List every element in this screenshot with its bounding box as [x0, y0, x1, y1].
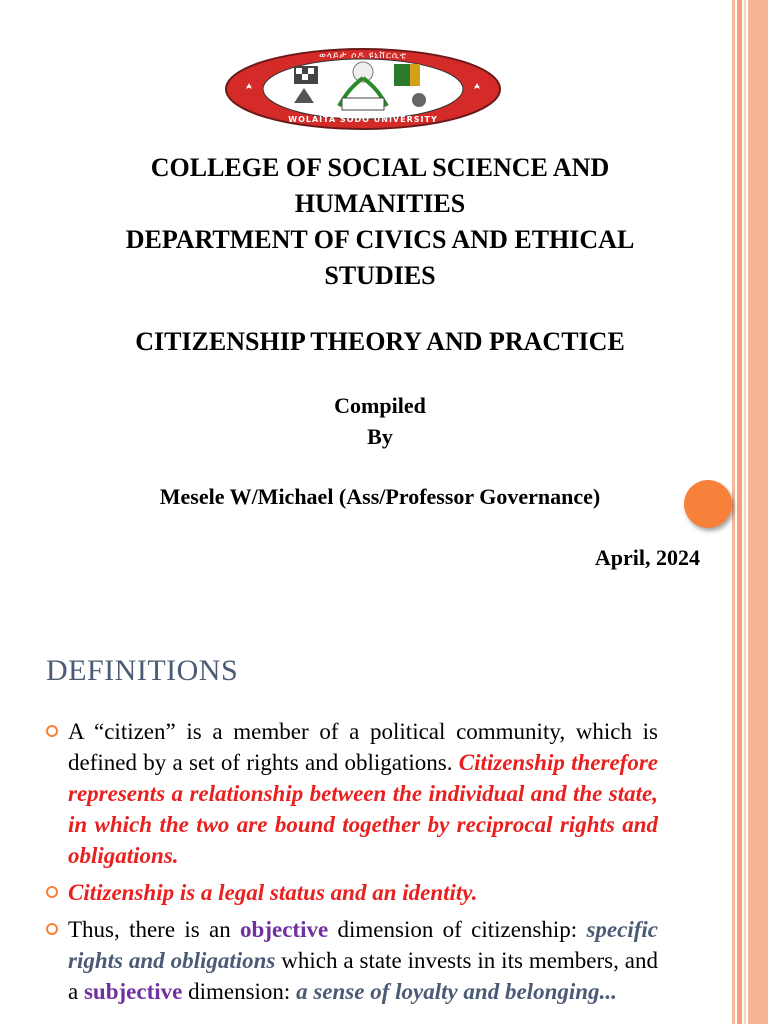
dimension-text-d: dimension: [182, 979, 297, 1004]
bullet-circle-icon [46, 725, 58, 737]
list-item [46, 877, 658, 908]
department-line1: DEPARTMENT OF CIVICS AND ETHICAL [125, 225, 635, 254]
university-logo [224, 48, 502, 130]
presentation-date: April, 2024 [594, 545, 700, 570]
orange-circle-decoration [684, 480, 732, 528]
dimension-text-b: dimension of citizenship: [328, 917, 587, 942]
list-item [46, 914, 658, 1007]
legal-status-text: Citizenship is a legal status and an identity. [68, 880, 478, 905]
compiled-by [0, 390, 760, 452]
logo-emblem-letters: W S U [354, 110, 372, 117]
sense-of-belonging-term: a sense of loyalty and belonging [296, 979, 600, 1004]
college-line2: HUMANITIES [294, 189, 466, 218]
logo-english-text: WOLAITA SODO UNIVERSITY [288, 115, 438, 124]
list-item [46, 716, 658, 871]
subjective-term: subjective [83, 979, 183, 1004]
course-title: CITIZENSHIP THEORY AND PRACTICE [135, 327, 625, 356]
compiled-label: Compiled [334, 393, 426, 418]
rights-obligations-term: specific rights and obligations [68, 917, 658, 973]
bullet-circle-icon [46, 923, 58, 935]
logo-amharic-text: ወላይታ ሶዶ ዩኒቨርሲቲ [319, 51, 407, 61]
dimension-text-end: ... [599, 979, 617, 1004]
definitions-slide [0, 628, 740, 1024]
dimension-text-c: which a state invests in its members, and a [68, 948, 658, 1004]
by-label: By [367, 424, 393, 449]
dimension-text-a: Thus, there is an [68, 917, 241, 942]
citizenship-relationship-text: Citizenship therefore represents a relationship between the individual and the state, in which the two are bound together by reciprocal rights and obligations. [68, 750, 658, 868]
bullet-list [46, 716, 658, 1013]
definitions-title: DEFINITIONS [46, 654, 239, 687]
college-line1: COLLEGE OF SOCIAL SCIENCE AND [150, 153, 610, 182]
college-heading [0, 150, 760, 222]
author-name: Mesele W/Michael (Ass/Professor Governance) [159, 484, 601, 509]
department-heading [0, 222, 760, 294]
bullet-circle-icon [46, 886, 58, 898]
department-line2: STUDIES [324, 261, 436, 290]
objective-term: objective [240, 917, 329, 942]
citizen-definition-text: A “citizen” is a member of a political community, which is defined by a set of rights and obligations. [68, 719, 658, 775]
